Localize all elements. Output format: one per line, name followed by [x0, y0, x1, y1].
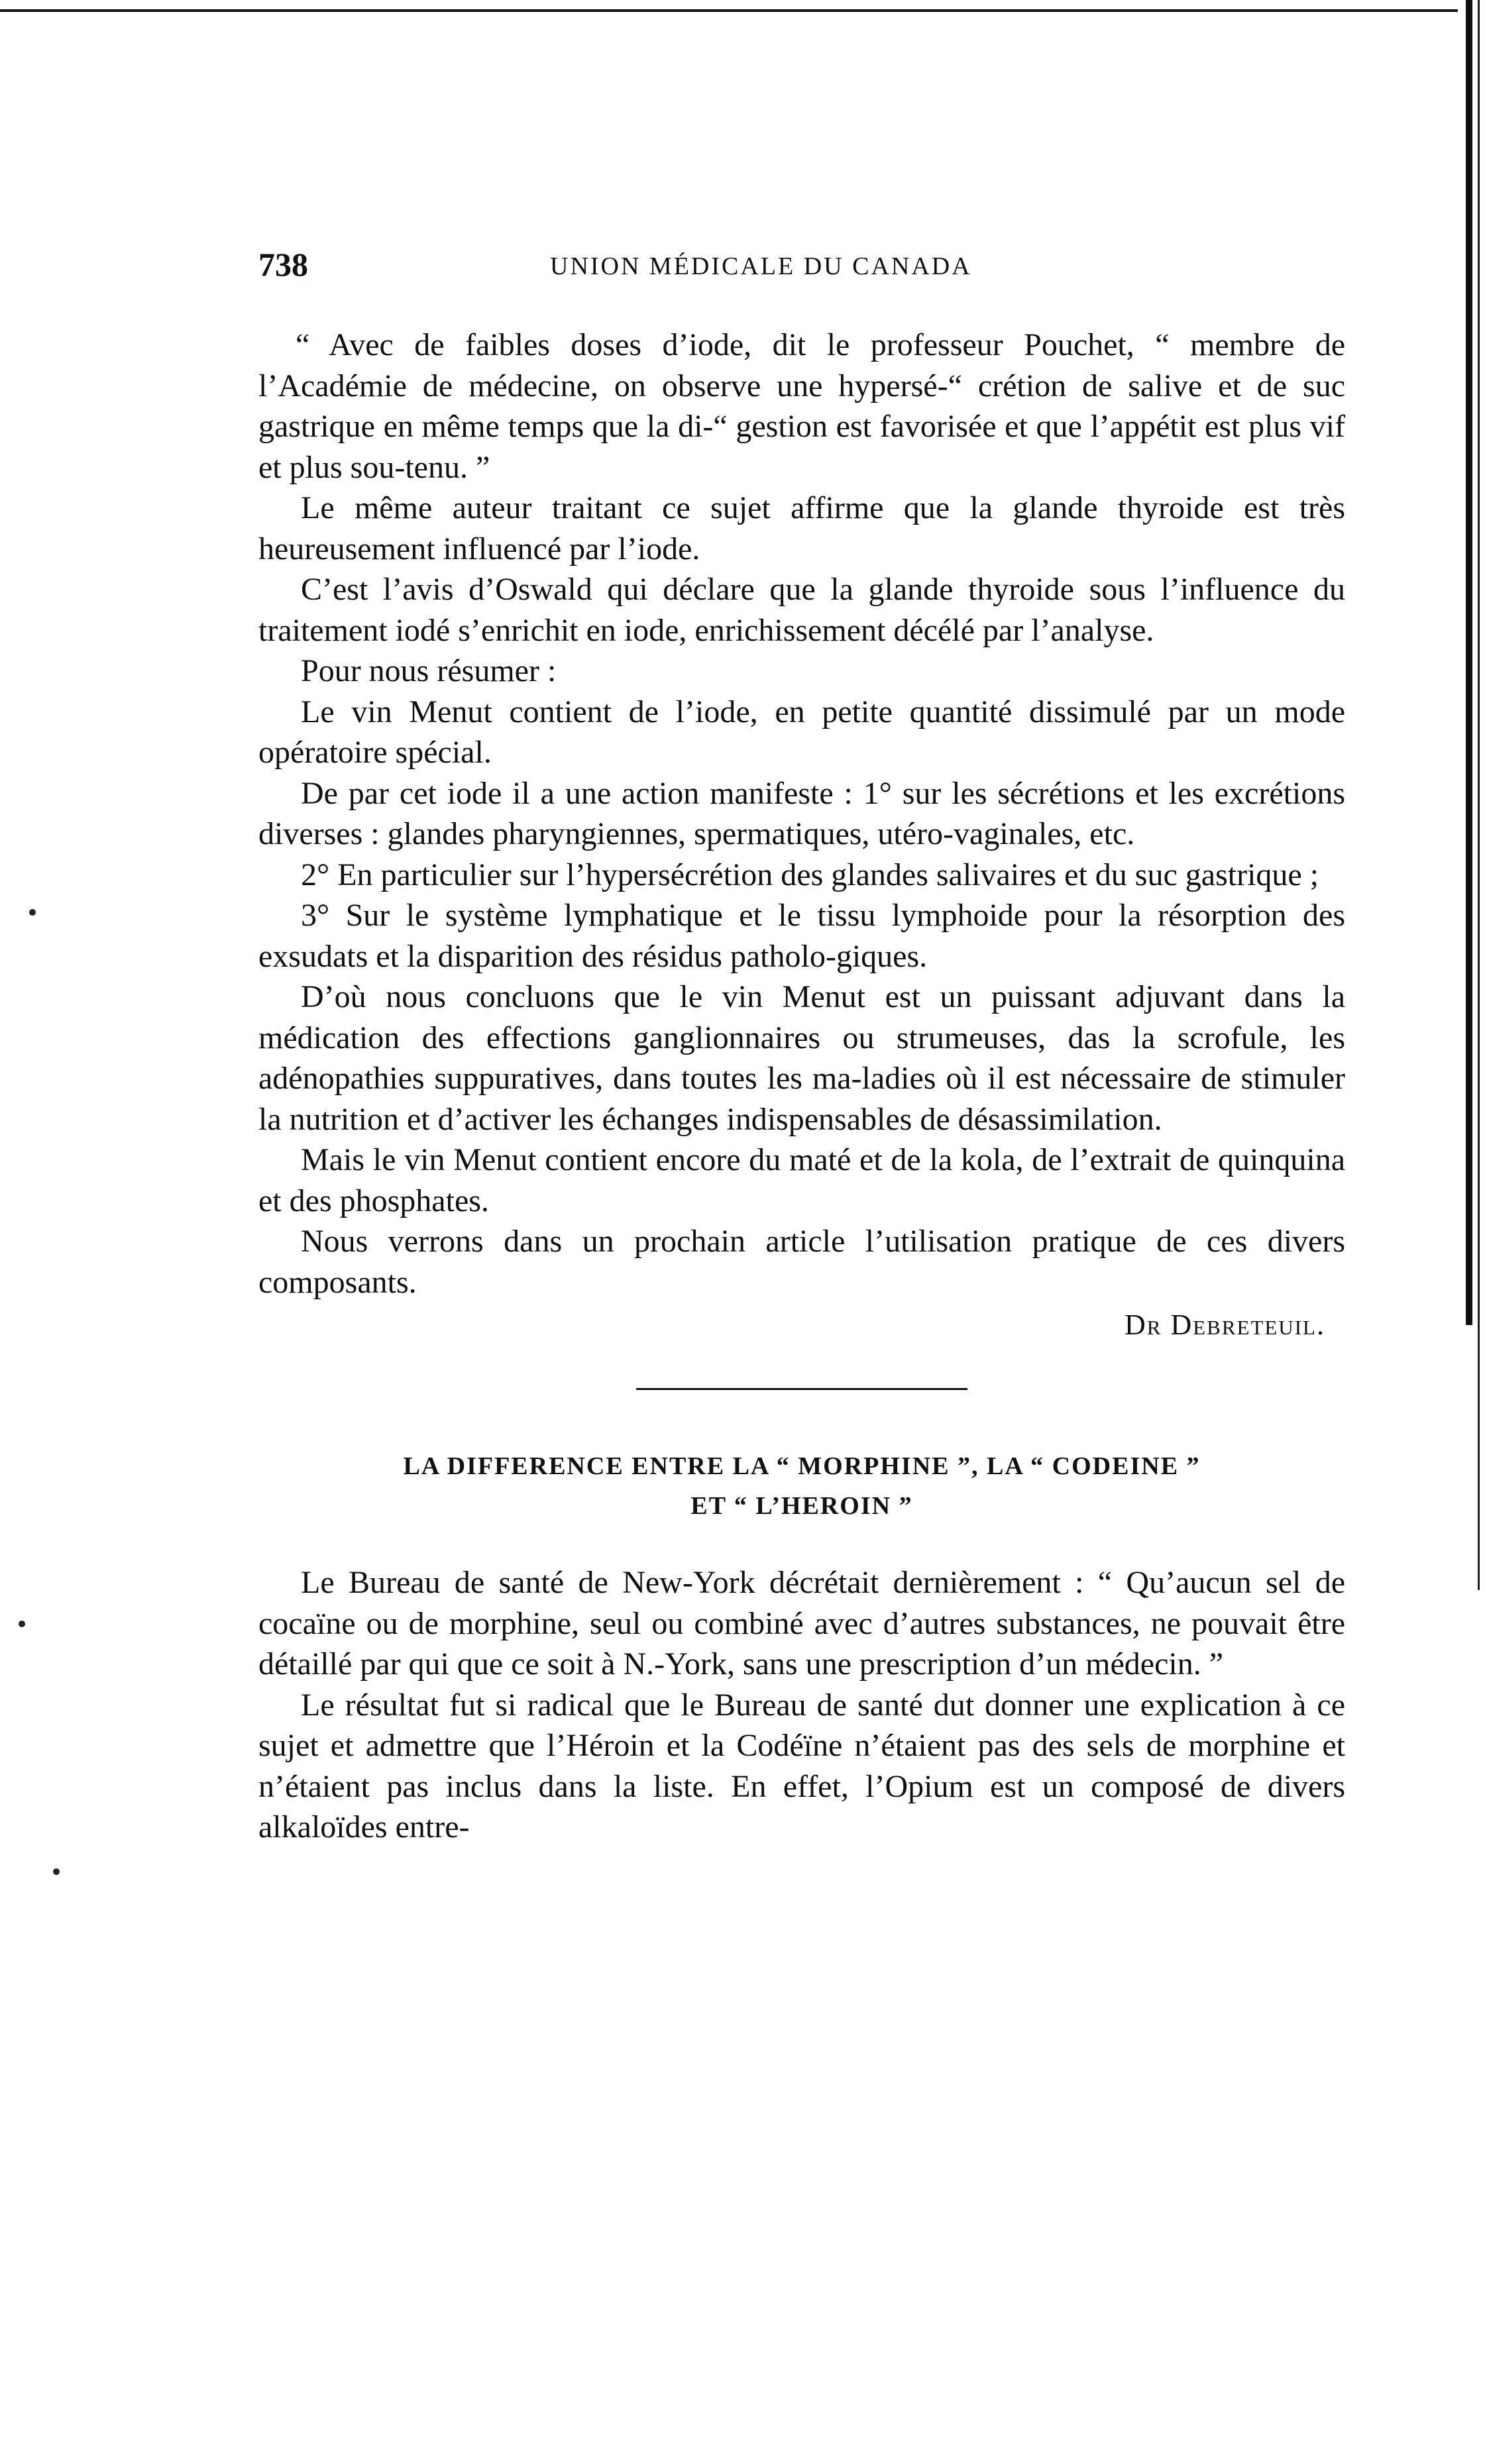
section-heading — [258, 1446, 1345, 1526]
top-border-rule — [0, 9, 1458, 12]
page-number: 738 — [258, 246, 308, 283]
author-signature: Dr Debreteuil. — [1125, 1309, 1325, 1341]
section-body — [258, 1562, 1345, 1848]
section-separator — [636, 1388, 967, 1390]
article-paragraph: Mais le vin Menut contient encore du maté et de la kola, de l’extrait de quinquina et des phosphates. — [258, 1142, 1345, 1218]
article-paragraph: Nous verrons dans un prochain article l’utilisation pratique de ces divers composants. — [258, 1224, 1345, 1300]
page-edge-shadow — [1466, 0, 1472, 1325]
margin-speck — [19, 1621, 25, 1627]
margin-speck — [29, 909, 36, 916]
page-edge-line — [1478, 0, 1480, 1590]
section-heading-line: LA DIFFERENCE ENTRE LA “ MORPHINE ”, LA “ CODEINE ” — [403, 1452, 1201, 1480]
section-heading-line: ET “ L’HEROIN ” — [690, 1492, 913, 1520]
article-paragraph: Le même auteur traitant ce sujet affirme que la glande thyroide est très heureusement influencé par l’iode. — [258, 490, 1345, 566]
section-paragraph: Le résultat fut si radical que le Bureau de santé dut donner une explication à ce sujet et admettre que l’Héroin et la Codéïne n’étaient pas des sels de morphine et n’étaient pas inclus dans la liste. En effet, l’Opium est un composé de divers alkaloïdes entre- — [258, 1687, 1345, 1845]
article-body — [258, 325, 1345, 1303]
article-paragraph: Pour nous résumer : — [301, 653, 557, 688]
article-paragraph: C’est l’avis d’Oswald qui déclare que la glande thyroide sous l’influence du traitement iodé s’enrichit en iode, enrichissement décélé par l’analyse. — [258, 572, 1345, 648]
page-content — [258, 245, 1345, 1848]
article-paragraph: De par cet iode il a une action manifeste : 1° sur les sécrétions et les excrétions diverses : glandes pharyngiennes, spermatiques, utéro-vaginales, etc. — [258, 775, 1345, 851]
article-paragraph: “ Avec de faibles doses d’iode, dit le professeur Pouchet, “ membre de l’Académie de médecine, on observe une hypersé-“ crétion de salive et de suc gastrique en même temps que la di-“ gestion est favorisée et que l’appétit est plus vif et plus sou-tenu. ” — [258, 327, 1345, 485]
journal-title: UNION MÉDICALE DU CANADA — [550, 252, 972, 280]
article-paragraph: D’où nous concluons que le vin Menut est un puissant adjuvant dans la médication des effections ganglionnaires ou strumeuses, das la scrofule, les adénopathies suppuratives, dans toutes les ma-ladies où il est nécessaire de stimuler la nutrition et d’activer les échanges indispensables de désassimilation. — [258, 979, 1345, 1137]
margin-speck — [53, 1868, 60, 1875]
running-head — [258, 245, 1345, 298]
article-paragraph: 2° En particulier sur l’hypersécrétion des glandes salivaires et du suc gastrique ; — [301, 857, 1319, 892]
article-paragraph: 3° Sur le système lymphatique et le tissu lymphoide pour la résorption des exsudats et la disparition des résidus patholo-giques. — [258, 898, 1345, 974]
article-paragraph: Le vin Menut contient de l’iode, en petite quantité dissimulé par un mode opératoire spécial. — [258, 694, 1345, 770]
section-paragraph: Le Bureau de santé de New-York décrétait dernièrement : “ Qu’aucun sel de cocaïne ou de morphine, seul ou combiné avec d’autres substances, ne pouvait être détaillé par qui que ce soit à N.-York, sans une prescription d’un médecin. ” — [258, 1565, 1345, 1682]
